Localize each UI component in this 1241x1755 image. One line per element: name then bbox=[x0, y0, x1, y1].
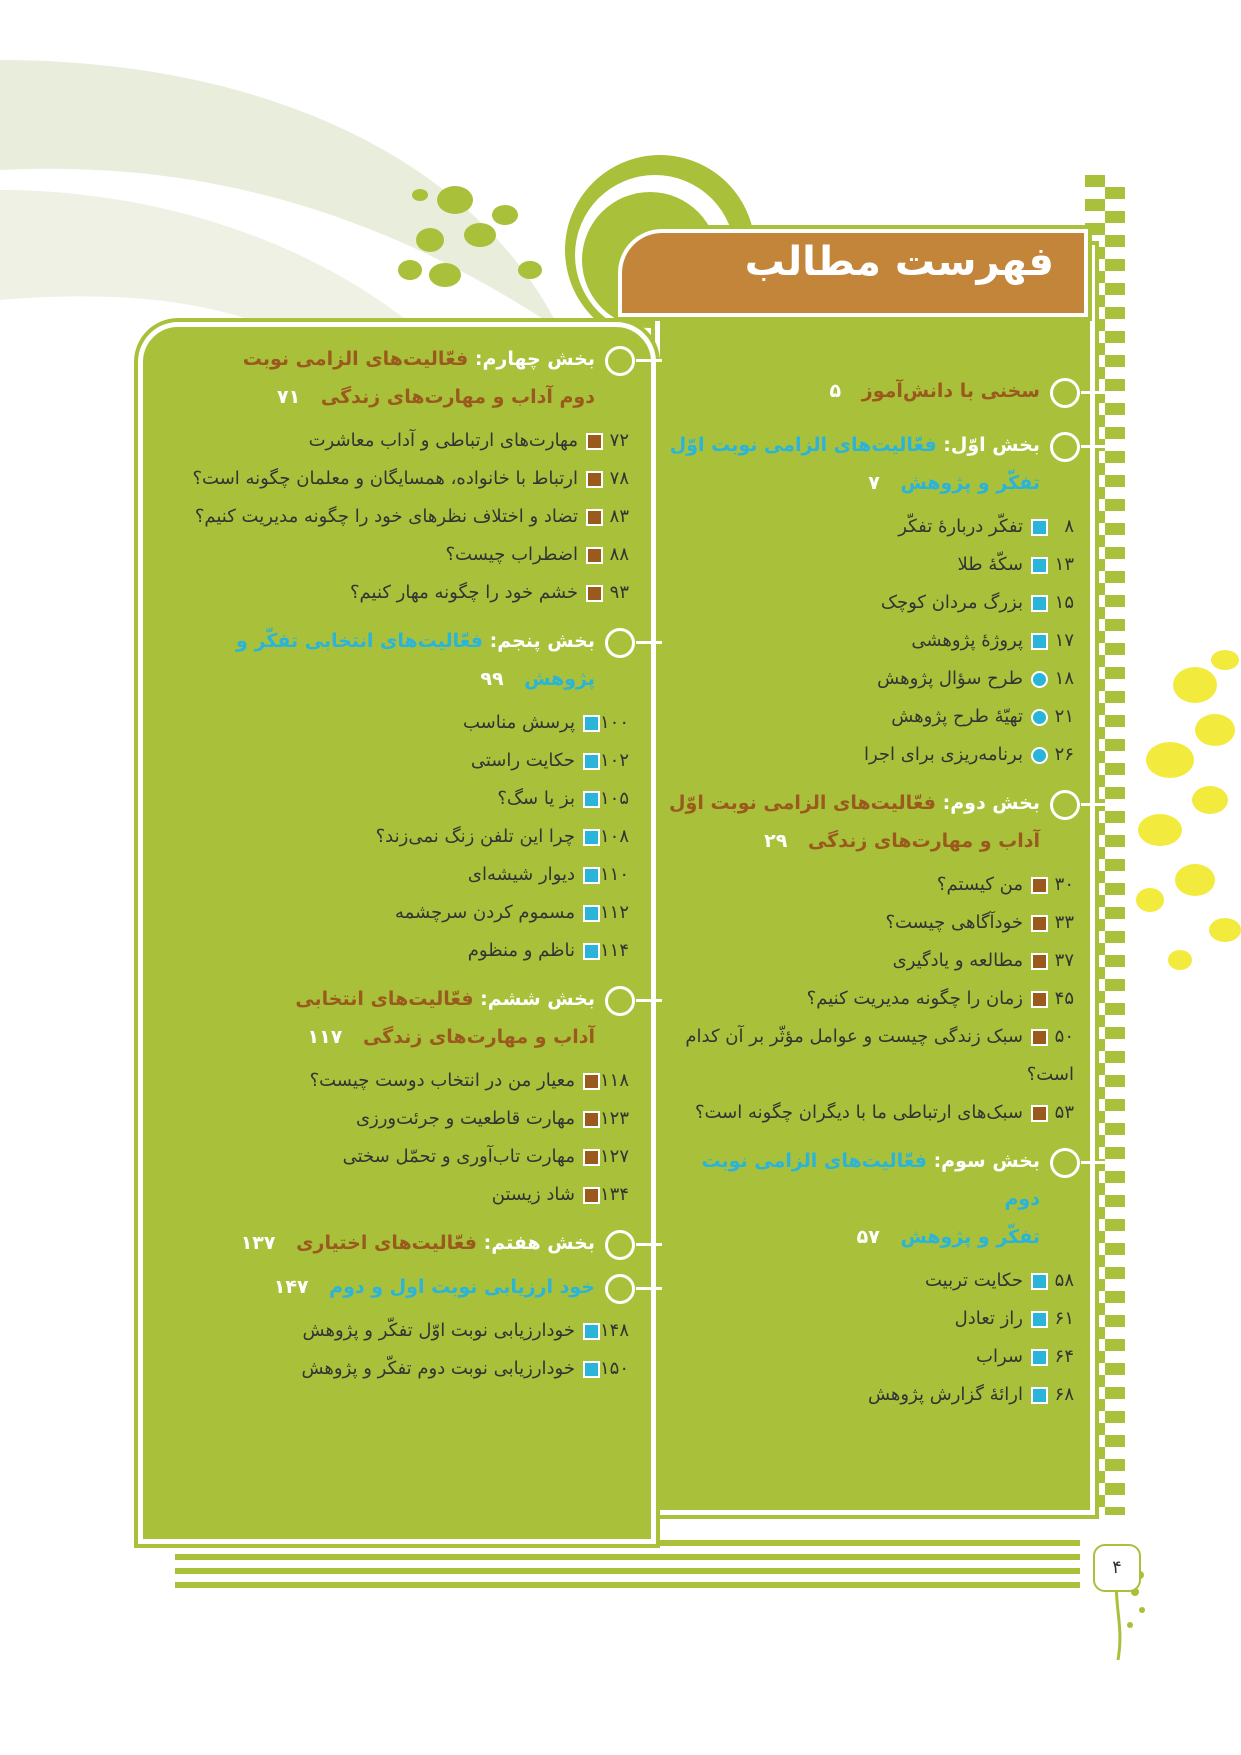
item-text: راز تعادل bbox=[954, 1308, 1023, 1329]
item-text: خودارزیابی نوبت دوم تفکّر و پژوهش bbox=[301, 1358, 575, 1379]
item-text: خودارزیابی نوبت اوّل تفکّر و پژوهش bbox=[302, 1320, 575, 1341]
item-page: ۸۳ bbox=[609, 506, 629, 527]
square-bullet-icon bbox=[583, 715, 600, 732]
item-text: ارتباط با خانواده، همسایگان و معلمان چگونه است؟ bbox=[192, 468, 578, 489]
toc-item[interactable] bbox=[160, 1062, 635, 1100]
item-page: ۱۰۵ bbox=[599, 788, 629, 809]
square-bullet-icon bbox=[1031, 1387, 1048, 1404]
section-label: بخش سوم: bbox=[933, 1150, 1040, 1172]
toc-item[interactable] bbox=[660, 508, 1080, 546]
item-text: سبک زندگی چیست و عوامل مؤثّر بر آن کدام است؟ bbox=[685, 1026, 1074, 1085]
toc-item[interactable] bbox=[160, 574, 635, 612]
item-page: ۱۱۸ bbox=[599, 1070, 629, 1091]
ring-bullet-icon bbox=[605, 1230, 635, 1260]
section-label: بخش پنجم: bbox=[489, 630, 595, 652]
item-text: اضطراب چیست؟ bbox=[445, 544, 578, 565]
toc-item[interactable] bbox=[160, 856, 635, 894]
item-page: ۵۰ bbox=[1054, 1026, 1074, 1047]
circle-bullet-icon bbox=[1031, 671, 1048, 688]
section-page: ۵۷ bbox=[856, 1226, 880, 1248]
toc-item[interactable] bbox=[660, 980, 1080, 1018]
item-text: ارائۀ گزارش پژوهش bbox=[867, 1384, 1023, 1405]
item-page: ۴۵ bbox=[1054, 988, 1074, 1009]
item-page: ۱۱۴ bbox=[599, 940, 629, 961]
square-bullet-icon bbox=[586, 509, 603, 526]
square-bullet-icon bbox=[583, 1187, 600, 1204]
toc-item[interactable] bbox=[160, 536, 635, 574]
square-bullet-icon bbox=[583, 791, 600, 808]
item-page: ۸۸ bbox=[609, 544, 629, 565]
ring-bullet-icon bbox=[1050, 1148, 1080, 1178]
item-text: شاد زیستن bbox=[491, 1184, 575, 1205]
toc-right-column bbox=[660, 372, 1080, 1414]
toc-item[interactable] bbox=[160, 422, 635, 460]
item-text: مهارت قاطعیت و جرئت‌ورزی bbox=[355, 1108, 575, 1129]
section-title-line2: آداب و مهارت‌های زندگی bbox=[807, 830, 1040, 852]
item-page: ۱۰۰ bbox=[599, 712, 629, 733]
section-page: ۷۱ bbox=[277, 386, 301, 408]
section-title-line2: تفکّر و پژوهش bbox=[900, 472, 1040, 494]
item-text: مهارت‌های ارتباطی و آداب معاشرت bbox=[308, 430, 578, 451]
item-text: پرسش مناسب bbox=[462, 712, 575, 733]
item-text: پروژۀ پژوهشی bbox=[911, 630, 1023, 651]
toc-item[interactable] bbox=[660, 1094, 1080, 1132]
square-bullet-icon bbox=[583, 943, 600, 960]
item-text: خودآگاهی چیست؟ bbox=[885, 912, 1023, 933]
toc-section-2[interactable] bbox=[660, 784, 1080, 860]
ring-bullet-icon bbox=[1050, 432, 1080, 462]
bottom-striped-border bbox=[175, 1540, 1080, 1590]
toc-item[interactable] bbox=[660, 622, 1080, 660]
item-text: سکّۀ طلا bbox=[957, 554, 1023, 575]
item-page: ۱۳۴ bbox=[599, 1184, 629, 1205]
section-title: فعّالیت‌های الزامی نوبت bbox=[242, 348, 469, 370]
square-bullet-icon bbox=[1031, 595, 1048, 612]
square-bullet-icon bbox=[586, 585, 603, 602]
item-text: معیار من در انتخاب دوست چیست؟ bbox=[309, 1070, 575, 1091]
toc-item[interactable] bbox=[160, 894, 635, 932]
square-bullet-icon bbox=[583, 829, 600, 846]
square-bullet-icon bbox=[586, 471, 603, 488]
square-bullet-icon bbox=[1031, 915, 1048, 932]
item-text: بزرگ مردان کوچک bbox=[880, 592, 1023, 613]
section-title: فعّالیت‌های انتخابی bbox=[295, 988, 474, 1010]
section-page: ۹۹ bbox=[480, 668, 504, 690]
page-title: فهرست مطالب bbox=[744, 239, 1054, 285]
ring-bullet-icon bbox=[605, 346, 635, 376]
item-text: مطالعه و یادگیری bbox=[892, 950, 1023, 971]
circle-bullet-icon bbox=[1031, 747, 1048, 764]
section-title: فعّالیت‌های الزامی نوبت دوم bbox=[701, 1150, 1040, 1210]
square-bullet-icon bbox=[583, 905, 600, 922]
toc-item[interactable] bbox=[160, 1138, 635, 1176]
square-bullet-icon bbox=[583, 1149, 600, 1166]
item-text: ناظم و منظوم bbox=[467, 940, 575, 961]
item-text: تهیّۀ طرح پژوهش bbox=[891, 706, 1023, 727]
square-bullet-icon bbox=[1031, 1105, 1048, 1122]
item-page: ۱۰۲ bbox=[599, 750, 629, 771]
item-text: بز یا سگ؟ bbox=[497, 788, 575, 809]
section-title: سخنی با دانش‌آموز bbox=[861, 380, 1040, 402]
item-page: ۹۳ bbox=[609, 582, 629, 603]
square-bullet-icon bbox=[583, 1361, 600, 1378]
toc-item[interactable] bbox=[660, 546, 1080, 584]
item-page: ۱۴۸ bbox=[599, 1320, 629, 1341]
item-text: تضاد و اختلاف نظرهای خود را چگونه مدیریت کنیم؟ bbox=[194, 506, 578, 527]
ring-bullet-icon bbox=[605, 986, 635, 1016]
toc-item[interactable] bbox=[660, 904, 1080, 942]
toc-item[interactable] bbox=[660, 1376, 1080, 1414]
item-page: ۵۳ bbox=[1054, 1102, 1074, 1123]
square-bullet-icon bbox=[586, 433, 603, 450]
item-page: ۶۸ bbox=[1054, 1384, 1074, 1405]
section-page: ۵ bbox=[829, 380, 842, 402]
toc-item[interactable] bbox=[160, 1312, 635, 1350]
item-text: طرح سؤال پژوهش bbox=[877, 668, 1023, 689]
section-title-line2: تفکّر و پژوهش bbox=[900, 1226, 1040, 1248]
toc-item[interactable] bbox=[660, 866, 1080, 904]
section-page: ۱۳۷ bbox=[240, 1232, 276, 1254]
item-page: ۳۰ bbox=[1054, 874, 1074, 895]
toc-item[interactable] bbox=[660, 942, 1080, 980]
square-bullet-icon bbox=[1031, 1311, 1048, 1328]
toc-item[interactable] bbox=[160, 1176, 635, 1214]
toc-item[interactable] bbox=[660, 1262, 1080, 1300]
square-bullet-icon bbox=[583, 1323, 600, 1340]
item-page: ۷۲ bbox=[609, 430, 629, 451]
item-page: ۶۱ bbox=[1054, 1308, 1074, 1329]
toc-section-6[interactable] bbox=[160, 980, 635, 1056]
section-page: ۷ bbox=[868, 472, 880, 494]
square-bullet-icon bbox=[583, 1073, 600, 1090]
toc-section-1[interactable] bbox=[660, 426, 1080, 502]
item-page: ۱۲۳ bbox=[599, 1108, 629, 1129]
section-title: فعّالیت‌های انتخابی تفکّر و bbox=[236, 630, 483, 652]
item-text: مسموم کردن سرچشمه bbox=[395, 902, 575, 923]
toc-item[interactable] bbox=[160, 460, 635, 498]
toc-item[interactable] bbox=[160, 1100, 635, 1138]
toc-section-4[interactable] bbox=[160, 340, 635, 416]
item-text: خشم خود را چگونه مهار کنیم؟ bbox=[349, 582, 578, 603]
ring-bullet-icon bbox=[1050, 790, 1080, 820]
item-page: ۱۸ bbox=[1054, 668, 1074, 689]
square-bullet-icon bbox=[583, 867, 600, 884]
section-label: بخش هفتم: bbox=[483, 1232, 595, 1254]
section-title: فعّالیت‌های الزامی نوبت اوّل bbox=[669, 792, 936, 814]
section-title-line2: دوم آداب و مهارت‌های زندگی bbox=[320, 386, 595, 408]
item-text: برنامه‌ریزی برای اجرا bbox=[864, 744, 1023, 765]
square-bullet-icon bbox=[1031, 1349, 1048, 1366]
item-page: ۱۵ bbox=[1054, 592, 1074, 613]
toc-item[interactable] bbox=[660, 1018, 1080, 1094]
item-text: دیوار شیشه‌ای bbox=[467, 864, 575, 885]
title-banner bbox=[622, 233, 1084, 313]
square-bullet-icon bbox=[1031, 1273, 1048, 1290]
item-text: حکایت راستی bbox=[470, 750, 575, 771]
toc-item[interactable] bbox=[160, 1350, 635, 1388]
item-page: ۲۱ bbox=[1054, 706, 1074, 727]
square-bullet-icon bbox=[1031, 519, 1048, 536]
item-page: ۱۲۷ bbox=[599, 1146, 629, 1167]
page-number: ۴ bbox=[1093, 1544, 1141, 1592]
item-page: ۱۷ bbox=[1054, 630, 1074, 651]
toc-section-7[interactable] bbox=[160, 1224, 635, 1262]
toc-item[interactable] bbox=[660, 736, 1080, 774]
square-bullet-icon bbox=[1031, 991, 1048, 1008]
section-page: ۱۱۷ bbox=[307, 1026, 343, 1048]
item-page: ۵۸ bbox=[1054, 1270, 1074, 1291]
toc-section-intro[interactable] bbox=[660, 372, 1080, 410]
square-bullet-icon bbox=[583, 1111, 600, 1128]
section-title: فعّالیت‌های اختیاری bbox=[296, 1232, 477, 1254]
item-text: من کیستم؟ bbox=[936, 874, 1023, 895]
section-title-line2: پژوهش bbox=[524, 668, 595, 690]
toc-section-self-assessment[interactable] bbox=[160, 1268, 635, 1306]
ring-bullet-icon bbox=[605, 628, 635, 658]
section-page: ۲۹ bbox=[764, 830, 788, 852]
item-page: ۱۱۰ bbox=[599, 864, 629, 885]
toc-item[interactable] bbox=[160, 932, 635, 970]
toc-section-5[interactable] bbox=[160, 622, 635, 698]
toc-left-column bbox=[160, 340, 635, 1388]
item-text: سبک‌های ارتباطی ما با دیگران چگونه است؟ bbox=[694, 1102, 1023, 1123]
item-page: ۳۷ bbox=[1054, 950, 1074, 971]
item-page: ۸ bbox=[1064, 516, 1074, 537]
square-bullet-icon bbox=[1031, 953, 1048, 970]
item-text: مهارت تاب‌آوری و تحمّل سختی bbox=[342, 1146, 575, 1167]
square-bullet-icon bbox=[1031, 1029, 1048, 1046]
section-label: بخش چهارم: bbox=[474, 348, 595, 370]
section-page: ۱۴۷ bbox=[273, 1276, 309, 1298]
item-page: ۱۱۲ bbox=[599, 902, 629, 923]
toc-item[interactable] bbox=[160, 818, 635, 856]
toc-item[interactable] bbox=[160, 498, 635, 536]
item-text: چرا این تلفن زنگ نمی‌زند؟ bbox=[375, 826, 575, 847]
circle-bullet-icon bbox=[1031, 709, 1048, 726]
toc-item[interactable] bbox=[660, 1300, 1080, 1338]
square-bullet-icon bbox=[583, 753, 600, 770]
item-text: زمان را چگونه مدیریت کنیم؟ bbox=[806, 988, 1023, 1009]
item-text: تفکّر دربارۀ تفکّر bbox=[898, 516, 1023, 537]
toc-item[interactable] bbox=[660, 698, 1080, 736]
toc-item[interactable] bbox=[160, 780, 635, 818]
item-page: ۳۳ bbox=[1054, 912, 1074, 933]
toc-item[interactable] bbox=[660, 1338, 1080, 1376]
toc-item[interactable] bbox=[660, 584, 1080, 622]
square-bullet-icon bbox=[1031, 877, 1048, 894]
section-label: بخش اوّل: bbox=[943, 434, 1040, 456]
toc-item[interactable] bbox=[160, 742, 635, 780]
toc-section-3[interactable] bbox=[660, 1142, 1080, 1256]
item-text: سراب bbox=[976, 1346, 1023, 1367]
item-text: حکایت تربیت bbox=[924, 1270, 1023, 1291]
square-bullet-icon bbox=[586, 547, 603, 564]
ring-bullet-icon bbox=[605, 1274, 635, 1304]
section-title: خود ارزیابی نوبت اول و دوم bbox=[329, 1276, 595, 1298]
item-page: ۱۳ bbox=[1054, 554, 1074, 575]
section-label: بخش ششم: bbox=[480, 988, 595, 1010]
item-page: ۶۴ bbox=[1054, 1346, 1074, 1367]
toc-item[interactable] bbox=[660, 660, 1080, 698]
section-title: فعّالیت‌های الزامی نوبت اوّل bbox=[669, 434, 937, 456]
ring-bullet-icon bbox=[1050, 378, 1080, 408]
section-label: بخش دوم: bbox=[942, 792, 1040, 814]
item-page: ۱۰۸ bbox=[599, 826, 629, 847]
item-page: ۱۵۰ bbox=[599, 1358, 629, 1379]
item-page: ۲۶ bbox=[1054, 744, 1074, 765]
toc-item[interactable] bbox=[160, 704, 635, 742]
square-bullet-icon bbox=[1031, 633, 1048, 650]
item-page: ۷۸ bbox=[609, 468, 629, 489]
section-title-line2: آداب و مهارت‌های زندگی bbox=[362, 1026, 595, 1048]
square-bullet-icon bbox=[1031, 557, 1048, 574]
